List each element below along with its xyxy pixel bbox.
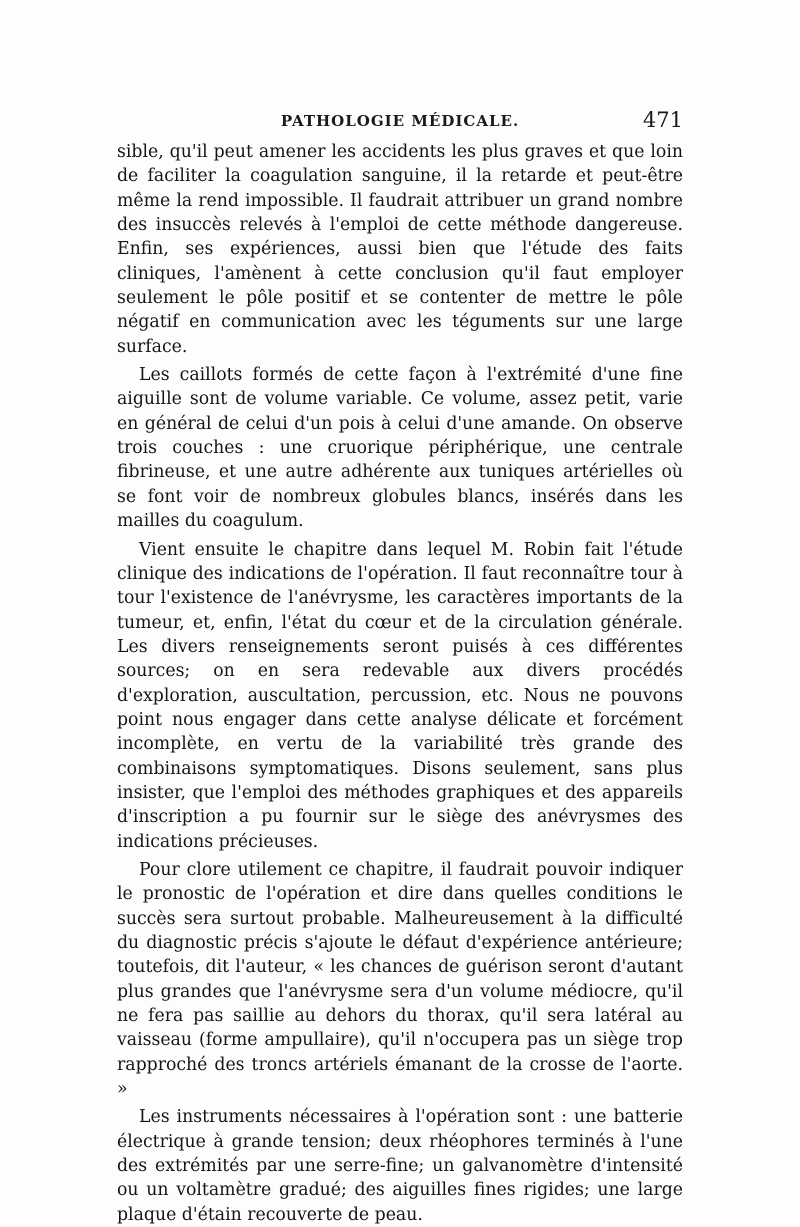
paragraph-4: Pour clore utilement ce chapitre, il faudrait pouvoir indiquer le pronostic de l'opération et dire dans quelles conditions le succès sera surtout probable. Malheureusement à la difficulté du diagnostic précis s'ajoute le défaut d'expérience antérieure; toutefois, dit l'auteur, « les chances de guérison seront d'autant plus grandes que l'anévrysme sera d'un volume médiocre, qu'il ne fera pas saillie au dehors du thorax, qu'il sera latéral au vaisseau (forme ampullaire), qu'il n'occupera pas un siège trop rapproché des troncs artériels émanant de la crosse de l'aorte. » <box>117 859 683 1100</box>
body-text <box>117 140 683 1227</box>
paragraph-3: Vient ensuite le chapitre dans lequel M. Robin fait l'étude clinique des indications de l'opération. Il faut reconnaître tour à tour l'existence de l'anévrysme, les caractères importants de la tumeur, et, enfin, l'état du cœur et de la circulation générale. Les divers renseignements seront puisés à ces différentes sources; on en sera redevable aux divers procédés d'exploration, auscultation, percussion, etc. Nous ne pouvons point nous engager dans cette analyse délicate et forcément incomplète, en vertu de la variabilité très grande des combinaisons symptomatiques. Disons seulement, sans plus insister, que l'emploi des méthodes graphiques et des appareils d'inscription a pu fournir sur le siège des anévrysmes des indications précieuses. <box>117 539 683 852</box>
paragraph-5: Les instruments nécessaires à l'opération sont : une batterie électrique à grande tension; deux rhéophores terminés à l'une des extrémités par une serre-fine; un galvanomètre d'intensité ou un voltamètre gradué; des aiguilles fines rigides; une large plaque d'étain recouverte de peau. <box>117 1107 683 1225</box>
paragraph-2: Les caillots formés de cette façon à l'extrémité d'une fine aiguille sont de volume variable. Ce volume, assez petit, varie en général de celui d'un pois à celui d'une amande. On observe trois couches : une cruorique périphérique, une centrale fibrineuse, et une autre adhérente aux tuniques artérielles où se font voir de nombreux globules blancs, insérés dans les mailles du coagulum. <box>117 365 683 532</box>
page-number: 471 <box>642 108 683 132</box>
running-head <box>117 108 683 138</box>
paragraph-1: sible, qu'il peut amener les accidents les plus graves et que loin de faciliter la coagulation sanguine, il la retarde et peut-être même la rend impossible. Il faudrait attribuer un grand nombre des insuccès relevés à l'emploi de cette méthode dangereuse. Enfin, ses expériences, aussi bien que l'étude des faits cliniques, l'amènent à cette conclusion qu'il faut employer seulement le pôle positif et se contenter de mettre le pôle négatif en communication avec les téguments sur une large surface. <box>117 142 683 357</box>
running-title: PATHOLOGIE MÉDICALE. <box>280 112 520 130</box>
